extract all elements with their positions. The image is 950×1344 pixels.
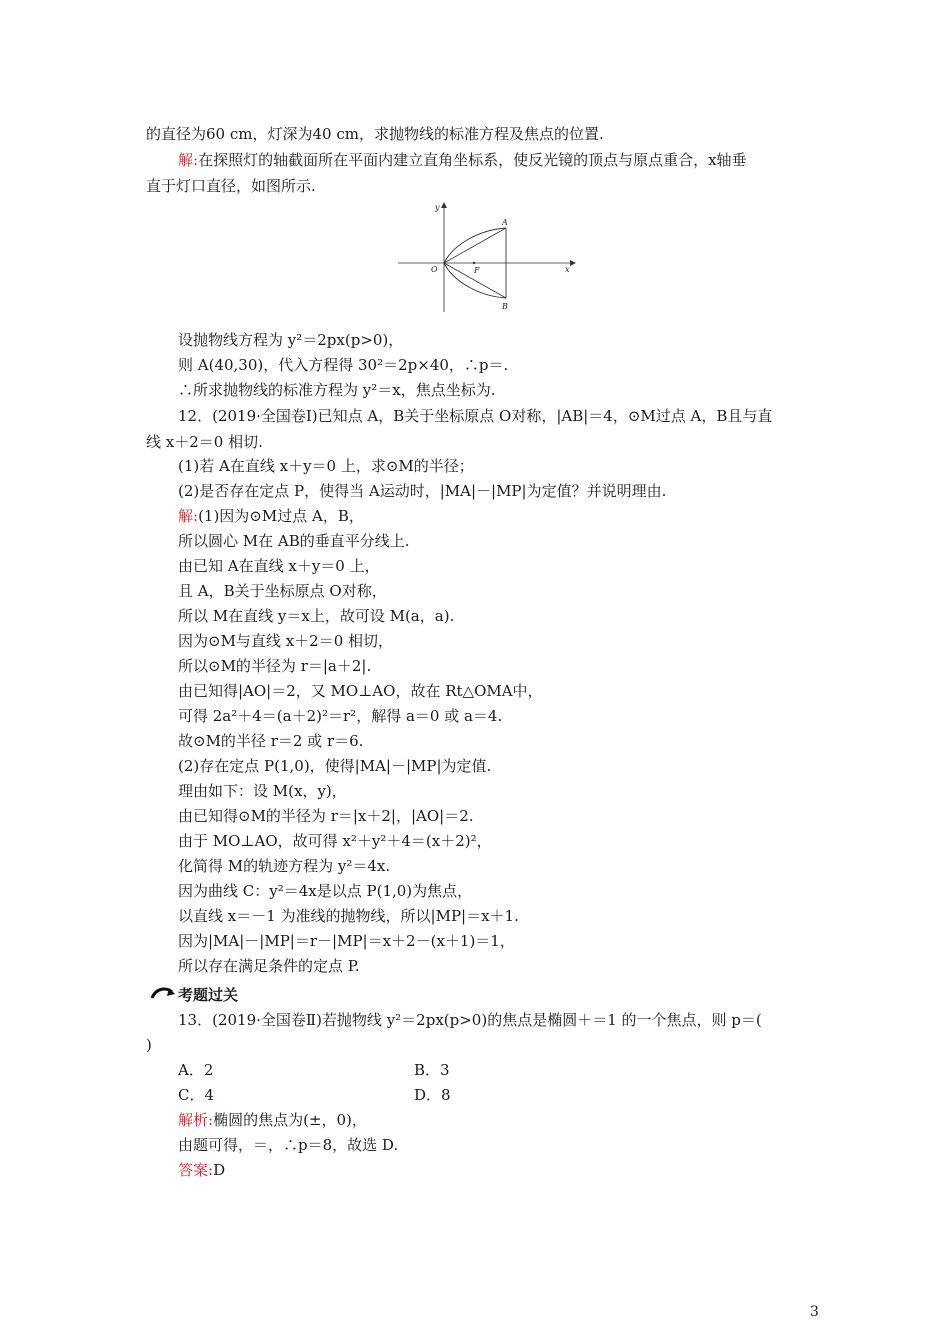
text-line: (2)是否存在定点 P，使得当 A运动时，|MA|－|MP|为定值？并说明理由. <box>178 482 667 500</box>
option-b: B．3 <box>414 1061 450 1079</box>
label-y: y <box>435 203 440 212</box>
option-c: C．4 <box>178 1086 215 1104</box>
text-line: 所以⊙M的半径为 r＝|a＋2|. <box>178 657 372 675</box>
answer-value: D <box>213 1161 226 1179</box>
analysis-line <box>178 1110 367 1130</box>
text-line: (1)若 A在直线 x＋y＝0 上，求⊙M的半径； <box>178 457 474 475</box>
solution-line <box>178 506 364 526</box>
segment-oa <box>444 228 506 263</box>
label-o: O <box>431 265 438 274</box>
text-line: 设抛物线方程为 y²＝2px(p>0)， <box>178 331 404 349</box>
parabola-figure <box>398 200 578 315</box>
option-a: A．2 <box>178 1061 214 1079</box>
text-line: 12．(2019·全国卷Ⅰ)已知点 A，B关于坐标原点 O对称，|AB|＝4，⊙M过点 A，B且与直 <box>178 407 773 425</box>
text-line: 由已知得⊙M的半径为 r＝|x＋2|，|AO|＝2. <box>178 807 474 825</box>
text-line: 所以 M在直线 y＝x上，故可设 M(a，a). <box>178 607 455 625</box>
x-arrow-icon <box>570 260 576 266</box>
label-x: x <box>565 265 570 274</box>
focus-point <box>473 262 475 264</box>
text-line: 以直线 x＝－1 为准线的抛物线，所以|MP|＝x＋1. <box>178 907 519 925</box>
text-line: 的直径为60 cm，灯深为40 cm，求抛物线的标准方程及焦点的位置. <box>146 125 604 143</box>
text-line: 因为⊙M与直线 x＋2＝0 相切， <box>178 632 394 650</box>
label-f: F <box>474 266 480 275</box>
y-arrow-icon <box>441 202 447 208</box>
section-arrow-icon <box>150 985 176 1001</box>
question-13-cont: ) <box>146 1036 152 1054</box>
solution-label: 解: <box>178 151 199 169</box>
label-b: B <box>502 302 508 311</box>
text-line: 所以存在满足条件的定点 P. <box>178 957 360 975</box>
text-line: 所以圆心 M在 AB的垂直平分线上. <box>178 532 410 550</box>
text-line: 故⊙M的半径 r＝2 或 r＝6. <box>178 732 364 750</box>
answer-line <box>178 1160 225 1180</box>
text-line: 由已知 A在直线 x＋y＝0 上， <box>178 557 380 575</box>
answer-label: 答案: <box>178 1161 214 1179</box>
label-a: A <box>502 218 508 227</box>
option-d: D．8 <box>414 1086 451 1104</box>
question-13: 13．(2019·全国卷Ⅱ)若抛物线 y²＝2px(p>0)的焦点是椭圆＋＝1 的一个焦点，则 p＝( <box>178 1011 762 1029</box>
text-line: 可得 2a²＋4＝(a＋2)²＝r²，解得 a＝0 或 a＝4. <box>178 707 503 725</box>
text-line: 因为|MA|－|MP|＝r－|MP|＝x＋2－(x＋1)＝1， <box>178 932 515 950</box>
text-line: 线 x＋2＝0 相切. <box>146 433 263 451</box>
text-line: ∴所求抛物线的标准方程为 y²＝x，焦点坐标为. <box>178 381 496 399</box>
text-line: 由于 MO⊥AO，故可得 x²＋y²＋4＝(x＋2)²， <box>178 832 492 850</box>
analysis-label: 解析: <box>178 1111 214 1129</box>
solution-label: 解: <box>178 507 199 525</box>
page-number: 3 <box>810 1304 819 1320</box>
text-line: 在探照灯的轴截面所在平面内建立直角坐标系，使反光镜的顶点与原点重合，x轴垂 <box>198 151 747 169</box>
analysis-text: 椭圆的焦点为(±，0)， <box>213 1111 367 1129</box>
text-line: 由已知得|AO|＝2，又 MO⊥AO，故在 Rt△OMA中， <box>178 682 543 700</box>
text-line: 化简得 M的轨迹方程为 y²＝4x. <box>178 857 391 875</box>
text-line: 且 A，B关于坐标原点 O对称， <box>178 582 387 600</box>
text-line: (1)因为⊙M过点 A，B， <box>198 507 364 525</box>
analysis-line-2: 由题可得，＝，∴p＝8，故选 D. <box>178 1136 399 1154</box>
text-line: 则 A(40,30)，代入方程得 30²＝2p×40，∴p＝. <box>178 356 509 374</box>
text-line: 因为曲线 C：y²＝4x是以点 P(1,0)为焦点， <box>178 882 473 900</box>
text-line: (2)存在定点 P(1,0)，使得|MA|－|MP|为定值. <box>178 757 492 775</box>
solution-line <box>178 150 747 170</box>
section-title: 考题过关 <box>178 986 239 1004</box>
text-line: 理由如下：设 M(x，y)， <box>178 782 347 800</box>
text-line: 直于灯口直径，如图所示. <box>146 177 316 195</box>
